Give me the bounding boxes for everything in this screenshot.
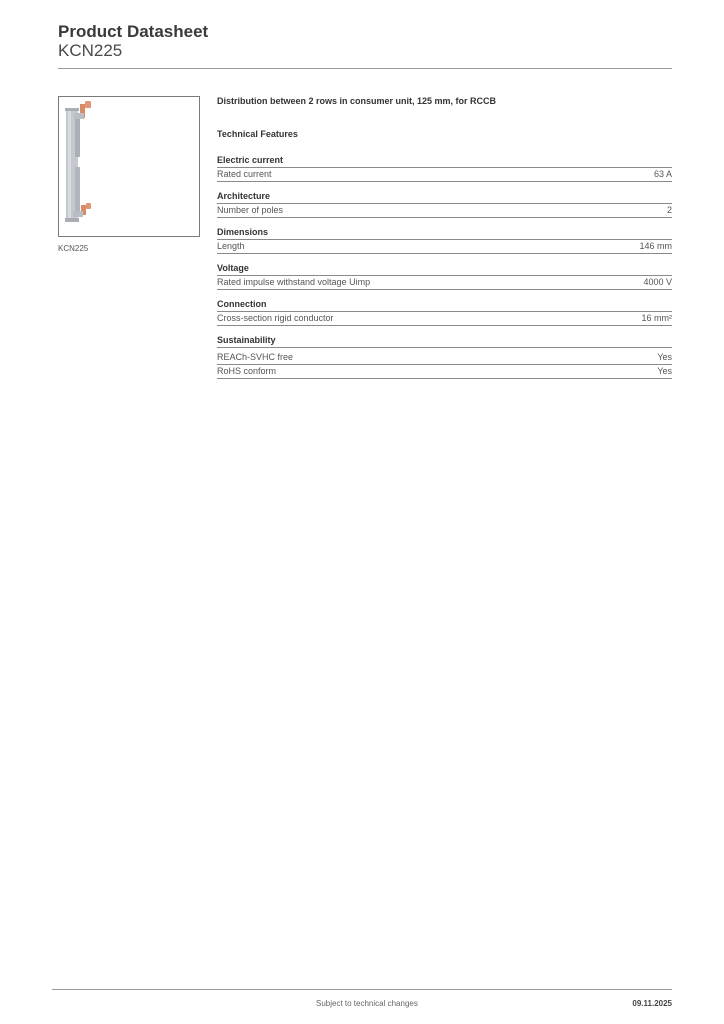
feature-label: Rated impulse withstand voltage Uimp [217,277,371,287]
feature-value: 2 [666,205,672,215]
feature-group-voltage [217,263,672,290]
feature-label: REACh-SVHC free [217,352,294,362]
feature-row [217,276,672,290]
feature-group-connection [217,299,672,326]
feature-row [217,240,672,254]
image-caption: KCN225 [58,244,89,253]
feature-value: Yes [657,366,672,376]
header-divider [58,68,672,69]
feature-group-dimensions [217,227,672,254]
feature-value: 4000 V [643,277,672,287]
feature-label: Cross-section rigid conductor [217,313,334,323]
group-title: Architecture [217,191,672,204]
feature-label: RoHS conform [217,366,277,376]
feature-value: Yes [657,352,672,362]
product-image-frame [58,96,200,237]
feature-row [217,351,672,365]
product-description: Distribution between 2 rows in consumer unit, 125 mm, for RCCB [217,96,497,106]
feature-group-electric-current [217,155,672,182]
feature-label: Length [217,241,245,251]
feature-value: 16 mm² [641,313,672,323]
group-title: Sustainability [217,335,672,348]
feature-label: Number of poles [217,205,284,215]
feature-group-sustainability [217,335,672,379]
feature-row [217,312,672,326]
feature-group-architecture [217,191,672,218]
feature-value: 146 mm [639,241,672,251]
busbar-product-image [59,97,199,236]
feature-value: 63 A [653,169,672,179]
feature-row [217,365,672,379]
document-header [58,22,208,60]
group-title: Electric current [217,155,672,168]
footer-date: 09.11.2025 [632,999,672,1008]
footer-note: Subject to technical changes [316,999,418,1008]
feature-row [217,168,672,182]
footer-divider [52,989,672,990]
technical-features-heading: Technical Features [217,129,298,139]
product-code: KCN225 [58,41,123,60]
group-title: Voltage [217,263,672,276]
document-title: Product Datasheet [58,22,209,41]
feature-row [217,204,672,218]
datasheet-content [217,96,672,388]
feature-label: Rated current [217,169,272,179]
group-title: Connection [217,299,672,312]
group-title: Dimensions [217,227,672,240]
